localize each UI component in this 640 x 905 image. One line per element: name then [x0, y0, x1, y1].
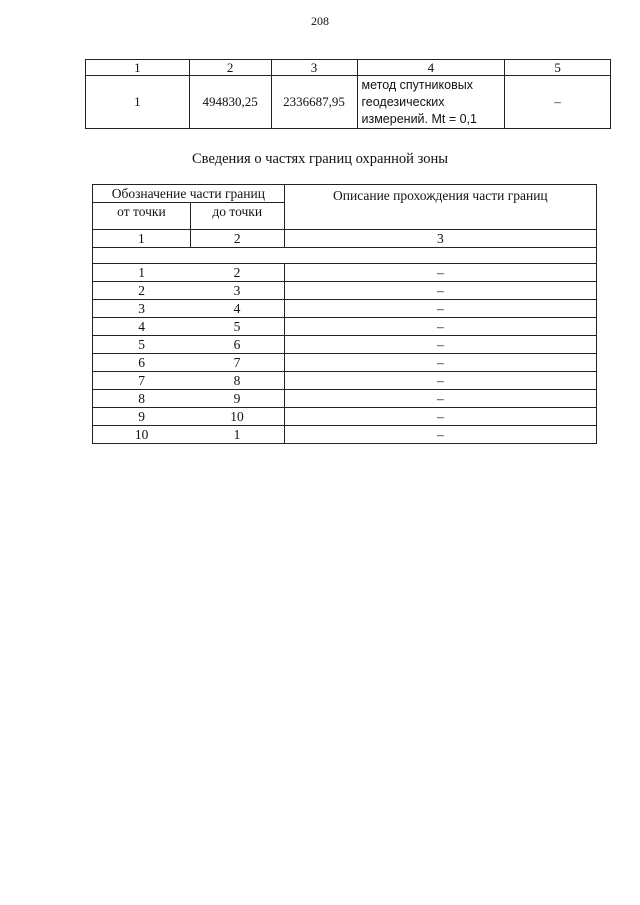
coordinates-header-row	[86, 60, 611, 76]
coord-header-cell: 5	[505, 60, 611, 76]
table-row	[93, 372, 597, 390]
coordinate-y: 2336687,95	[271, 76, 357, 129]
column-5-value: –	[505, 76, 611, 129]
coord-header-cell: 4	[357, 60, 505, 76]
from-point-cell: 3	[93, 300, 191, 318]
coordinates-table	[85, 59, 611, 129]
to-point-cell: 1	[190, 426, 284, 444]
table-row	[93, 300, 597, 318]
table-row	[93, 264, 597, 282]
description-cell: –	[284, 354, 596, 372]
to-point-cell: 7	[190, 354, 284, 372]
to-point-cell: 4	[190, 300, 284, 318]
coordinates-data-row	[86, 76, 611, 129]
description-cell: –	[284, 408, 596, 426]
from-point-cell: 10	[93, 426, 191, 444]
description-cell: –	[284, 300, 596, 318]
description-cell: –	[284, 282, 596, 300]
blank-cell	[93, 248, 597, 264]
coordinate-x: 494830,25	[189, 76, 271, 129]
to-point-cell: 8	[190, 372, 284, 390]
method-line: метод спутниковых	[361, 77, 473, 92]
method-line: геодезических	[361, 94, 445, 109]
table-row	[93, 408, 597, 426]
table-row	[93, 390, 597, 408]
column-number: 3	[284, 230, 596, 248]
from-point-cell: 2	[93, 282, 191, 300]
to-point-cell: 3	[190, 282, 284, 300]
method-description	[357, 76, 505, 129]
from-point-cell: 6	[93, 354, 191, 372]
from-point-cell: 7	[93, 372, 191, 390]
table-row	[93, 318, 597, 336]
parts-rows	[93, 264, 597, 444]
to-point-cell: 10	[190, 408, 284, 426]
boundary-parts-table	[92, 184, 597, 444]
coord-header-cell: 2	[189, 60, 271, 76]
column-number: 1	[93, 230, 191, 248]
from-point-cell: 5	[93, 336, 191, 354]
column-number-row	[93, 230, 597, 248]
method-line: измерений. Mt = 0,1	[361, 111, 477, 126]
coord-header-cell: 3	[271, 60, 357, 76]
section-title: Сведения о частях границ охранной зоны	[192, 151, 448, 167]
from-point-cell: 8	[93, 390, 191, 408]
to-point-cell: 9	[190, 390, 284, 408]
table-row	[93, 354, 597, 372]
header-boundary-designation: Обозначение части границ	[93, 185, 285, 203]
page-number: 208	[311, 14, 329, 28]
from-point-cell: 1	[93, 264, 191, 282]
table-row	[93, 336, 597, 354]
description-cell: –	[284, 264, 596, 282]
to-point-cell: 2	[190, 264, 284, 282]
from-point-cell: 9	[93, 408, 191, 426]
header-from-point: от точки	[93, 203, 191, 230]
description-cell: –	[284, 390, 596, 408]
table-row	[93, 426, 597, 444]
point-number: 1	[86, 76, 190, 129]
description-cell: –	[284, 372, 596, 390]
description-cell: –	[284, 426, 596, 444]
table-row	[93, 282, 597, 300]
header-to-point: до точки	[190, 203, 284, 230]
coord-header-cell: 1	[86, 60, 190, 76]
column-number: 2	[190, 230, 284, 248]
to-point-cell: 6	[190, 336, 284, 354]
header-boundary-description: Описание прохождения части границ	[284, 185, 596, 230]
to-point-cell: 5	[190, 318, 284, 336]
blank-row	[93, 248, 597, 264]
description-cell: –	[284, 336, 596, 354]
description-cell: –	[284, 318, 596, 336]
parts-header-row	[93, 185, 597, 203]
from-point-cell: 4	[93, 318, 191, 336]
